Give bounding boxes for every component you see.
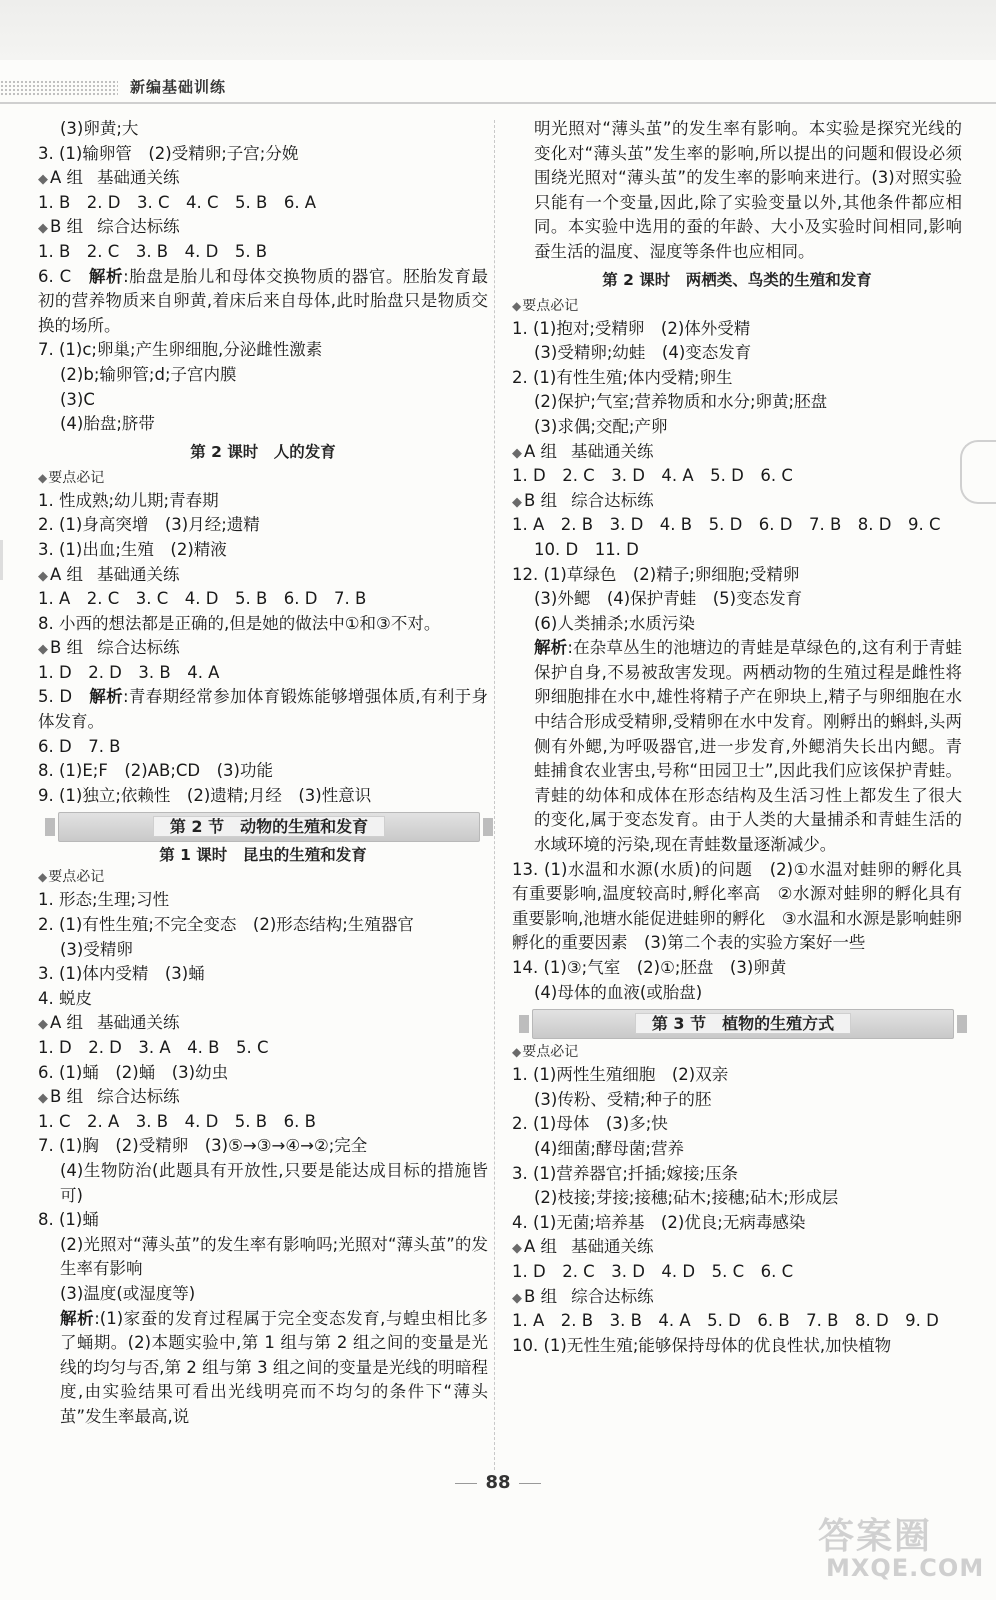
- answer-line: (2)枝接;芽接;接穗;砧木;接穗;砧木;形成层: [534, 1188, 839, 1208]
- answer-line: 4. 蜕皮: [38, 988, 92, 1008]
- exercise-group-header: [512, 1235, 962, 1260]
- answer-line: (4)细菌;酵母菌;营养: [534, 1138, 684, 1158]
- answer-line: 1. B 2. D 3. C 4. C 5. B 6. A: [38, 192, 317, 212]
- group-name: B 组: [50, 217, 84, 237]
- page-header: [0, 70, 996, 106]
- answer-line: (3)传粉、受精;种子的胚: [534, 1089, 712, 1109]
- diamond-icon: ◆: [512, 1241, 522, 1257]
- section-banner: [532, 1009, 954, 1039]
- diamond-icon: ◆: [38, 568, 48, 584]
- answer-line: (3)外鳃 (4)保护青蛙 (5)变态发育: [534, 589, 803, 609]
- answer-line: 1. (1)抱对;受精卵 (2)体外受精: [512, 318, 751, 338]
- answer-line: 1. 性成熟;幼儿期;青春期: [38, 490, 219, 510]
- diamond-icon: ◆: [38, 642, 48, 658]
- answer-line: 1. D 2. C 3. D 4. A 5. D 6. C: [512, 466, 793, 486]
- watermark-logo: 答案圈 MXQE.COM: [818, 1516, 985, 1582]
- key-points-header: [512, 1041, 962, 1063]
- diamond-icon: ◆: [512, 494, 522, 510]
- answer-line: (6)人类捕杀;水质污染: [534, 613, 695, 633]
- book-title: 新编基础训练: [130, 78, 227, 96]
- header-dot-pattern: [0, 80, 118, 96]
- lesson-title: 第 2 课时 两栖类、鸟类的生殖和发育: [602, 270, 872, 289]
- answer-lead: 6. C: [38, 266, 89, 286]
- explanation-text: :(1)家蚕的发育过程属于完全变态发育,与蝗虫相比多了蛹期。(2)本题实验中,第 1 组与第 2 组之间的变量是光线的均匀与否,第 2 组与第 3 组之间的变量是光线的明暗程度,由实验结果可看出光线明亮而不均匀的条件下“薄头茧”发生率最高,说: [60, 1308, 488, 1426]
- explanation-text: :青春期经常参加体育锻炼能够增强体质,有利于身体发育。: [38, 687, 488, 732]
- answer-line: 3. (1)营养器官;扦插;嫁接;压条: [512, 1163, 739, 1183]
- key-points-label: 要点必记: [48, 469, 105, 486]
- answer-paragraph: 13. (1)水温和水源(水质)的问题 (2)①水温对蛙卵的孵化具有重要影响,温度较高时,孵化率高 ②水源对蛙卵的孵化具有重要影响,池塘水能促进蛙卵的孵化 ③水温和水源是影响蛙卵孵化的重要因素 (3)第二个表的实验方案好一些: [512, 859, 962, 953]
- group-name: B 组: [524, 490, 558, 510]
- exercise-group-header: [38, 166, 488, 191]
- answer-paragraph: 明光照对“薄头茧”的发生率有影响。本实验是探究光线的变化对“薄头茧”发生率的影响,所以提出的问题和假设必须围绕光照对“薄头茧”的发生率的影响来进行。(3)对照实验只能有一个变量,因此,除了实验变量以外,其他条件都应相同。本实验中选用的蚕的年龄、大小及实验时间相同,影响蚕生活的温度、湿度等条件也应相同。: [534, 119, 962, 261]
- answer-line: 6. (1)蛹 (2)蛹 (3)幼虫: [38, 1062, 229, 1082]
- diamond-icon: ◆: [38, 870, 48, 885]
- answer-line: 12. (1)草绿色 (2)精子;卵细胞;受精卵: [512, 564, 800, 584]
- group-name: B 组: [524, 1286, 558, 1306]
- section-title: 第 3 节 植物的生殖方式: [635, 1013, 851, 1034]
- answer-line: 8. (1)E;F (2)AB;CD (3)功能: [38, 761, 273, 781]
- exercise-group-header: [38, 563, 488, 588]
- key-points-header: [512, 295, 962, 317]
- group-subtitle: 综合达标练: [571, 490, 654, 510]
- answer-line: (3)受精卵: [60, 939, 133, 959]
- answer-line: 3. (1)出血;生殖 (2)精液: [38, 539, 227, 559]
- lesson-title: 第 2 课时 人的发育: [190, 442, 336, 461]
- group-subtitle: 基础通关练: [97, 1013, 180, 1033]
- diamond-icon: ◆: [38, 470, 48, 485]
- group-subtitle: 基础通关练: [571, 1237, 654, 1257]
- answer-line: 7. (1)胸 (2)受精卵 (3)⑤→③→④→②;完全: [38, 1136, 368, 1156]
- answer-line: (2)保护;气室;营养物质和水分;卵黄;胚盘: [534, 392, 828, 412]
- exercise-group-header: [38, 1085, 488, 1110]
- group-name: A 组: [50, 1013, 84, 1033]
- answer-lead: 5. D: [38, 687, 90, 707]
- column-divider: [494, 120, 495, 1470]
- exercise-group-header: [512, 1285, 962, 1310]
- answer-line: 3. (1)输卵管 (2)受精卵;子宫;分娩: [38, 143, 299, 163]
- explanation-paragraph: [38, 685, 488, 734]
- group-name: A 组: [50, 564, 84, 584]
- edge-mark: [0, 540, 11, 580]
- explanation-paragraph: [512, 636, 962, 857]
- answer-line: 1. D 2. D 3. A 4. B 5. C: [38, 1038, 269, 1057]
- group-subtitle: 基础通关练: [97, 564, 180, 584]
- exercise-group-header: [38, 1011, 488, 1036]
- exercise-group-header: [512, 489, 962, 514]
- answer-line: (3)受精卵;幼蛙 (4)变态发育: [534, 343, 752, 363]
- explanation-text: :在杂草丛生的池塘边的青蛙是草绿色的,这有利于青蛙保护自身,不易被敌害发现。两栖动物的生殖过程是雌性将卵细胞排在水中,雄性将精子产在卵块上,精子与卵细胞在水中结合形成受精卵,受精卵在水中发育。刚孵出的蝌蚪,头两侧有外鳃,为呼吸器官,进一步发育,外鳃消失长出内鳃。青蛙捕食农业害虫,号称“田园卫士”,因此我们应该保护青蛙。青蛙的幼体和成体在形态结构及生活习性上都发生了很大的变化,属于变态发育。由于人类的大量捕杀和青蛙生活的水域环境的污染,现在青蛙数量逐渐减少。: [534, 638, 963, 855]
- key-points-header: [38, 866, 488, 888]
- section-title: 第 2 节 动物的生殖和发育: [153, 816, 385, 837]
- key-points-label: 要点必记: [48, 869, 105, 886]
- exercise-group-header: [512, 440, 962, 465]
- answer-paragraph: (2)光照对“薄头茧”的发生率有影响吗;光照对“薄头茧”的发生率有影响: [60, 1234, 488, 1279]
- answer-line: 10. D 11. D: [534, 539, 639, 559]
- group-subtitle: 综合达标练: [97, 638, 180, 658]
- answer-line: 8. (1)蛹: [38, 1210, 99, 1230]
- answer-line: 2. (1)母体 (3)多;快: [512, 1114, 668, 1134]
- key-points-label: 要点必记: [522, 1044, 579, 1061]
- answer-line: 7. (1)c;卵巢;产生卵细胞,分泌雌性激素: [38, 340, 323, 360]
- group-subtitle: 综合达标练: [97, 1087, 180, 1107]
- diamond-icon: ◆: [38, 221, 48, 237]
- lesson-title: 第 1 课时 昆虫的生殖和发育: [159, 846, 367, 865]
- diamond-icon: ◆: [512, 298, 522, 313]
- explanation-label: 解析: [89, 687, 123, 707]
- key-points-label: 要点必记: [522, 297, 579, 314]
- exercise-group-header: [38, 636, 488, 661]
- key-points-header: [38, 467, 488, 489]
- answer-line: 9. (1)独立;依赖性 (2)遗精;月经 (3)性意识: [38, 785, 372, 805]
- explanation-label: 解析: [88, 266, 124, 286]
- group-subtitle: 基础通关练: [97, 168, 180, 188]
- answer-line: 14. (1)③;气室 (2)①;胚盘 (3)卵黄: [512, 958, 787, 977]
- answer-line: (3)温度(或湿度等): [60, 1283, 196, 1303]
- answer-line: 1. A 2. C 3. C 4. D 5. B 6. D 7. B: [38, 589, 367, 609]
- left-column: [38, 117, 488, 1430]
- group-subtitle: 综合达标练: [97, 217, 180, 237]
- group-subtitle: 基础通关练: [571, 441, 654, 461]
- answer-line: 1. B 2. C 3. B 4. D 5. B: [38, 241, 268, 261]
- group-name: A 组: [524, 1237, 558, 1257]
- diamond-icon: ◆: [38, 172, 48, 188]
- answer-line: 2. (1)有性生殖;体内受精;卵生: [512, 367, 733, 387]
- top-band: [0, 0, 996, 60]
- answer-line: (2)b;输卵管;d;子宫内膜: [60, 364, 237, 384]
- diamond-icon: ◆: [38, 1017, 48, 1033]
- answer-line: 1. A 2. B 3. B 4. A 5. D 6. B 7. B 8. D 9. D: [512, 1311, 939, 1331]
- answer-line: 3. (1)体内受精 (3)蛹: [38, 964, 205, 984]
- exercise-group-header: [38, 215, 488, 240]
- diamond-icon: ◆: [512, 445, 522, 461]
- explanation-label: 解析: [60, 1308, 95, 1328]
- answer-line: (3)卵黄;大: [60, 119, 139, 138]
- group-subtitle: 综合达标练: [571, 1286, 654, 1306]
- answer-line: 1. A 2. B 3. D 4. B 5. D 6. D 7. B 8. D 9. C: [512, 515, 941, 535]
- diamond-icon: ◆: [512, 1045, 522, 1060]
- group-name: A 组: [524, 441, 558, 461]
- right-column: [512, 117, 962, 1358]
- section-banner: [58, 812, 480, 842]
- answer-line: 1. D 2. C 3. D 4. D 5. C 6. C: [512, 1261, 794, 1281]
- explanation-label: 解析: [534, 638, 568, 658]
- answer-line: 2. (1)有性生殖;不完全变态 (2)形态结构;生殖器官: [38, 915, 414, 935]
- side-stamp: [960, 440, 996, 504]
- answer-line: (4)胎盘;脐带: [60, 414, 155, 434]
- answer-line: 1. (1)两性生殖细胞 (2)双亲: [512, 1065, 729, 1085]
- group-name: A 组: [50, 168, 84, 188]
- answer-line: (4)母体的血液(或胎盘): [534, 982, 703, 1002]
- answer-paragraph: (4)生物防治(此题具有开放性,只要是能达成目标的措施皆可): [60, 1160, 488, 1205]
- explanation-paragraph: [38, 1307, 488, 1430]
- group-name: B 组: [50, 1087, 84, 1107]
- explanation-paragraph: [38, 265, 488, 339]
- diamond-icon: ◆: [512, 1290, 522, 1306]
- answer-line: 1. 形态;生理;习性: [38, 890, 170, 910]
- page-number: 88: [0, 1472, 996, 1493]
- answer-line: 2. (1)身高突增 (3)月经;遗精: [38, 515, 260, 535]
- answer-line: 1. D 2. D 3. B 4. A: [38, 662, 220, 682]
- answer-line: (3)C: [60, 389, 95, 409]
- answer-line: (3)求偶;交配;产卵: [534, 416, 668, 436]
- answer-line: 1. C 2. A 3. B 4. D 5. B 6. B: [38, 1111, 316, 1131]
- answer-paragraph: 8. 小西的想法都是正确的,但是她的做法中①和③不对。: [38, 613, 441, 633]
- answer-line: 10. (1)无性生殖;能够保持母体的优良性状,加快植物: [512, 1335, 892, 1355]
- explanation-text: :胎盘是胎儿和母体交换物质的器官。胚胎发育最初的营养物质来自卵黄,着床后来自母体,此时胎盘只是物质交换的场所。: [38, 266, 489, 335]
- group-name: B 组: [50, 638, 84, 658]
- diamond-icon: ◆: [38, 1091, 48, 1107]
- answer-line: 4. (1)无菌;培养基 (2)优良;无病毒感染: [512, 1212, 806, 1232]
- header-rule: [0, 102, 996, 104]
- answer-line: 6. D 7. B: [38, 736, 121, 756]
